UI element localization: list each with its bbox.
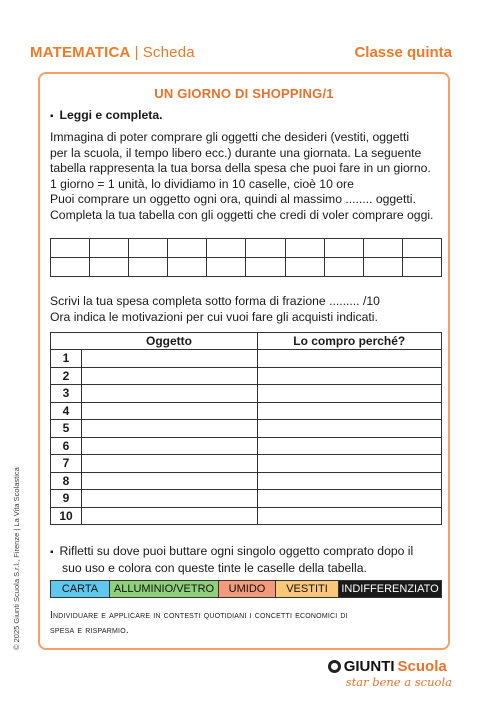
logo-brand-name: GIUNTI	[343, 658, 395, 675]
bag-cell[interactable]	[285, 239, 324, 258]
reason-cell[interactable]	[257, 385, 442, 403]
table-row	[51, 350, 442, 368]
goal-line: Individuare e applicare in contesti quotidiani i concetti economici di	[50, 610, 348, 621]
copyright-note: © 2025 Giunti Scuola S.r.l., Firenze | La Vita Scolastica	[12, 467, 21, 650]
table-row	[51, 239, 442, 258]
item-cell[interactable]	[82, 472, 258, 490]
bag-cell[interactable]	[324, 258, 363, 277]
items-table	[50, 332, 442, 525]
worksheet-title: UN GIORNO DI SHOPPING/1	[154, 86, 334, 101]
bag-cell[interactable]	[168, 239, 207, 258]
bag-cell[interactable]	[324, 239, 363, 258]
item-cell[interactable]	[82, 402, 258, 420]
item-cell[interactable]	[82, 385, 258, 403]
reason-cell[interactable]	[257, 472, 442, 490]
table-row	[51, 455, 442, 473]
reason-cell[interactable]	[257, 350, 442, 368]
row-number: 1	[51, 350, 82, 368]
bag-cell[interactable]	[246, 258, 285, 277]
publisher-logo	[328, 658, 452, 689]
row-number: 4	[51, 402, 82, 420]
goal-line: spesa e risparmio.	[50, 625, 129, 636]
bag-cell[interactable]	[129, 239, 168, 258]
bag-cell[interactable]	[90, 239, 129, 258]
reason-cell[interactable]	[257, 507, 442, 525]
subject-name: MATEMATICA	[30, 44, 131, 61]
table-row	[51, 402, 442, 420]
item-header: Oggetto	[82, 333, 258, 350]
num-header	[51, 333, 82, 350]
item-cell[interactable]	[82, 455, 258, 473]
reason-cell[interactable]	[257, 490, 442, 508]
bag-cell[interactable]	[402, 239, 441, 258]
bin-mixed: INDIFFERENZIATO	[339, 581, 441, 597]
subject-label	[30, 44, 195, 61]
reason-cell[interactable]	[257, 420, 442, 438]
bag-cell[interactable]	[129, 258, 168, 277]
item-cell[interactable]	[82, 350, 258, 368]
bin-color-legend	[50, 580, 442, 598]
item-cell[interactable]	[82, 420, 258, 438]
instruction-read	[50, 108, 440, 125]
table-row	[51, 472, 442, 490]
row-number: 5	[51, 420, 82, 438]
row-number: 10	[51, 507, 82, 525]
logo-brand-suffix: Scuola	[397, 658, 447, 675]
logo-brand	[328, 658, 452, 675]
reason-cell[interactable]	[257, 437, 442, 455]
bin-aluminium-glass: ALLUMINIO/VETRO	[110, 581, 219, 597]
table-row	[51, 385, 442, 403]
table-row	[51, 507, 442, 525]
table-row	[51, 258, 442, 277]
bin-organic: UMIDO	[219, 581, 276, 597]
intro-line: Completa la tua tabella con gli oggetti che credi di voler comprare oggi.	[50, 207, 434, 222]
bag-cell[interactable]	[285, 258, 324, 277]
worksheet-frame	[38, 72, 450, 650]
item-cell[interactable]	[82, 437, 258, 455]
bin-paper: CARTA	[51, 581, 110, 597]
instruction-read-text: ▪ Leggi e completa.	[50, 108, 440, 125]
table-row	[51, 420, 442, 438]
grade-label: Classe quinta	[354, 44, 452, 61]
bag-cell[interactable]	[51, 239, 90, 258]
bin-clothes: VESTITI	[276, 581, 339, 597]
row-number: 8	[51, 472, 82, 490]
row-number: 9	[51, 490, 82, 508]
item-cell[interactable]	[82, 507, 258, 525]
row-number: 3	[51, 385, 82, 403]
shopping-bag-table	[50, 238, 442, 277]
item-cell[interactable]	[82, 490, 258, 508]
intro-line: Puoi comprare un oggetto ogni ora, quindi al massimo ........ oggetti.	[50, 192, 416, 206]
fraction-line: Ora indica le motivazioni per cui vuoi fare gli acquisti indicati.	[50, 309, 378, 324]
bag-cell[interactable]	[168, 258, 207, 277]
learning-goal	[50, 608, 440, 638]
bag-cell[interactable]	[402, 258, 441, 277]
intro-line: per la scuola, il tempo libero ecc.) durante una giornata. La seguente	[50, 145, 422, 160]
fraction-line: Scrivi la tua spesa completa sotto forma di frazione ......... /10	[50, 294, 380, 308]
intro-line: tabella rappresenta la tua borsa della spesa che puoi fare in un giorno.	[50, 161, 431, 175]
table-header-row	[51, 333, 442, 350]
table-row	[51, 437, 442, 455]
row-number: 2	[51, 367, 82, 385]
table-row	[51, 367, 442, 385]
reason-cell[interactable]	[257, 402, 442, 420]
bag-cell[interactable]	[51, 258, 90, 277]
row-number: 7	[51, 455, 82, 473]
reason-cell[interactable]	[257, 455, 442, 473]
reason-header: Lo compro perché?	[257, 333, 442, 350]
recycle-line: ▪ Rifletti su dove puoi buttare ogni singolo oggetto comprato dopo il	[50, 544, 440, 561]
reason-cell[interactable]	[257, 367, 442, 385]
bag-cell[interactable]	[363, 258, 402, 277]
intro-line: 1 giorno = 1 unità, lo dividiamo in 10 caselle, cioè 10 ore	[50, 176, 354, 191]
bag-cell[interactable]	[207, 239, 246, 258]
logo-tagline: star bene a scuola	[345, 675, 452, 689]
bag-cell[interactable]	[207, 258, 246, 277]
row-number: 6	[51, 437, 82, 455]
page-header	[30, 44, 452, 64]
fraction-paragraph	[50, 294, 440, 325]
table-row	[51, 490, 442, 508]
intro-paragraph	[50, 130, 440, 223]
logo-mark-icon	[328, 660, 341, 673]
bag-cell[interactable]	[363, 239, 402, 258]
sheet-kind: Scheda	[142, 44, 195, 61]
header-separator: |	[134, 44, 139, 61]
bag-cell[interactable]	[246, 239, 285, 258]
bag-cell[interactable]	[90, 258, 129, 277]
intro-line: Immagina di poter comprare gli oggetti che desideri (vestiti, oggetti	[50, 130, 410, 144]
recycle-line: suo uso e colora con queste tinte le caselle della tabella.	[62, 560, 367, 575]
item-cell[interactable]	[82, 367, 258, 385]
recycle-instruction	[50, 544, 440, 576]
